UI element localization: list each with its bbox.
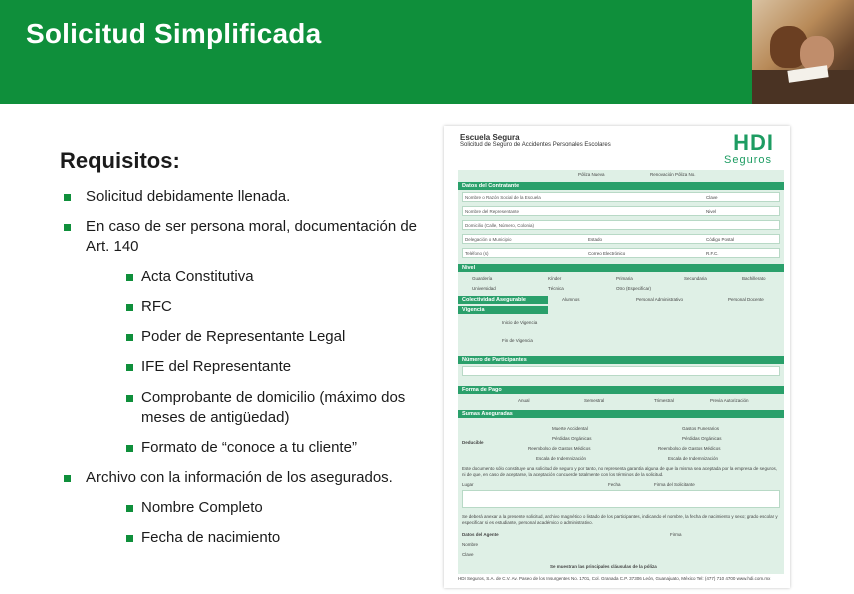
fecha-label: Fecha (608, 482, 621, 487)
pago-option: Trimestral (654, 398, 674, 403)
field-row: Teléfono (s) (462, 248, 780, 258)
declaration-text: Este documento sólo constituye una solicitud de seguro y por tanto, no representa garantía alguna de que la misma sea aceptada por la empresa de seguros, ni de que, en caso de aceptarse, la aceptación concuerde totalmente con los términos de la solicitud. (462, 466, 777, 477)
hdi-logo: HDI (733, 130, 774, 155)
form-title: Escuela Segura (460, 133, 520, 142)
bullet-icon (64, 475, 71, 482)
application-form-image (444, 126, 790, 588)
sumas-right-label: Escala de Indemnización (668, 456, 719, 461)
participantes-row (462, 366, 780, 376)
sumas-label: Pérdidas Orgánicas (552, 436, 592, 441)
field-right: Clave (706, 195, 718, 200)
form-subtitle: Solicitud de Seguro de Accidentes Personales Escolares (460, 142, 611, 148)
nivel-option: Otro (Especificar) (616, 286, 652, 291)
requirements-title: Requisitos: (60, 148, 180, 173)
field-mid: Estado (588, 237, 603, 242)
family-photo (752, 0, 854, 104)
sumas-right-label: Reembolso de Gastos Médicos (658, 446, 721, 451)
nivel-option: Bachillerato (742, 276, 766, 281)
sumas-label: Reembolso de Gastos Médicos (528, 446, 591, 451)
requirement-subitem: Acta Constitutiva (141, 268, 254, 285)
anexar-text: Se deberá anexar a la presente solicitud, archivo magnético o listado de los participantes, indicando el nombre, la fecha de nacimiento y sexo; grado escolar y especificar si es estudiante, personal académico o administrativo. (462, 514, 778, 525)
bullet-icon (126, 364, 133, 371)
vigencia-label: Inicio de Vigencia (502, 320, 538, 325)
field-right: R.F.C. (706, 251, 719, 256)
lugar-field (462, 490, 780, 508)
colectividad-option: Personal Docente (728, 297, 764, 302)
nivel-option: Kínder (548, 276, 562, 281)
option-poliza-nueva: Póliza Nueva (578, 172, 605, 177)
firma-solicitante-label: Firma del Solicitante (654, 482, 695, 487)
agente-title: Datos del Agente (462, 532, 499, 537)
bullet-icon (126, 445, 133, 452)
field-mid: Correo Electrónico (588, 251, 626, 256)
form-body (458, 170, 784, 574)
agente-nombre: Nombre (462, 542, 479, 547)
bullet-icon (126, 304, 133, 311)
requirement-subitem: Formato de “conoce a tu cliente” (141, 439, 357, 456)
section-nivel: Nivel (458, 264, 784, 272)
nivel-option: Guardería (472, 276, 493, 281)
requirement-subitem: Nombre Completo (141, 499, 263, 516)
bullet-icon (64, 224, 71, 231)
section-contratante: Datos del Contratante (458, 182, 784, 190)
pago-option: Anual (518, 398, 530, 403)
requirement-subitem: Poder de Representante Legal (141, 328, 346, 345)
colectividad-option: Alumnos (562, 297, 580, 302)
colectividad-option: Personal Administrativo (636, 297, 684, 302)
sumas-right-label: Pérdidas Orgánicas (682, 436, 722, 441)
requirement-subitem: Fecha de nacimiento (141, 529, 281, 546)
agente-clave: Clave (462, 552, 474, 557)
hdi-logo-sub: Seguros (724, 154, 772, 166)
section-sumas: Sumas Aseguradas (458, 410, 784, 418)
bullet-icon (64, 194, 71, 201)
requirement-subitem: Comprobante de domicilio (máximo dos (141, 389, 406, 406)
requirement-subitem-continued: meses de antigüedad) (141, 409, 290, 426)
requirement-item: En caso de ser persona moral, documentación de (86, 218, 418, 235)
page-title: Solicitud Simplificada (26, 18, 322, 49)
field-row: Domicilio (Calle, Número, Colonia) (462, 220, 780, 230)
field-row: Delegación o Municipio (462, 234, 780, 244)
requirement-item: Solicitud debidamente llenada. (86, 188, 291, 205)
nivel-option: Primaria (616, 276, 633, 281)
section-participantes: Número de Participantes (458, 356, 784, 364)
sumas-label: Muerte Accidental (552, 426, 588, 431)
bullet-icon (126, 334, 133, 341)
bullet-icon (126, 395, 133, 402)
vigencia-label: Fin de Vigencia (502, 338, 533, 343)
field-right: Código Postal (706, 237, 735, 242)
clausulas-text: Se muestran las principales cláusulas de la póliza (550, 564, 657, 569)
form-footer: HDI Seguros, S.A. de C.V. Av. Paseo de los Insurgentes No. 1701, Col. Granada C.P. 37306 León, Guanajuato, México Tel: (477) 710 4700 www.hdi.com.mx (458, 576, 771, 581)
pago-option: Previa Autorización (710, 398, 749, 403)
bullet-icon (126, 535, 133, 542)
field-row: Nombre o Razón Social de la Escuela (462, 192, 780, 202)
section-pago: Forma de Pago (458, 386, 784, 394)
lugar-label: Lugar (462, 482, 474, 487)
section-vigencia: Vigencia (458, 306, 548, 314)
requirement-item: Archivo con la información de los asegurados. (86, 469, 393, 486)
requirement-subitem: RFC (141, 298, 172, 315)
requirement-subitem: IFE del Representante (141, 358, 292, 375)
sumas-deducible: Deducible (462, 440, 484, 445)
nivel-option: Secundaria (684, 276, 707, 281)
bullet-icon (126, 274, 133, 281)
agente-firma: Firma (670, 532, 682, 537)
bullet-icon (126, 505, 133, 512)
option-renovacion: Renovación Póliza No. (650, 172, 696, 177)
nivel-option: Universidad (472, 286, 496, 291)
nivel-option: Técnica (548, 286, 564, 291)
pago-option: Semestral (584, 398, 605, 403)
field-row: Nombre del Representante (462, 206, 780, 216)
section-colectividad: Colectividad Asegurable (458, 296, 548, 304)
field-right: Nivel (706, 209, 717, 214)
sumas-right-label: Gastos Funerarios (682, 426, 720, 431)
requirement-item-continued: Art. 140 (86, 238, 139, 255)
header-banner (0, 0, 854, 104)
sumas-label: Escala de Indemnización (536, 456, 587, 461)
